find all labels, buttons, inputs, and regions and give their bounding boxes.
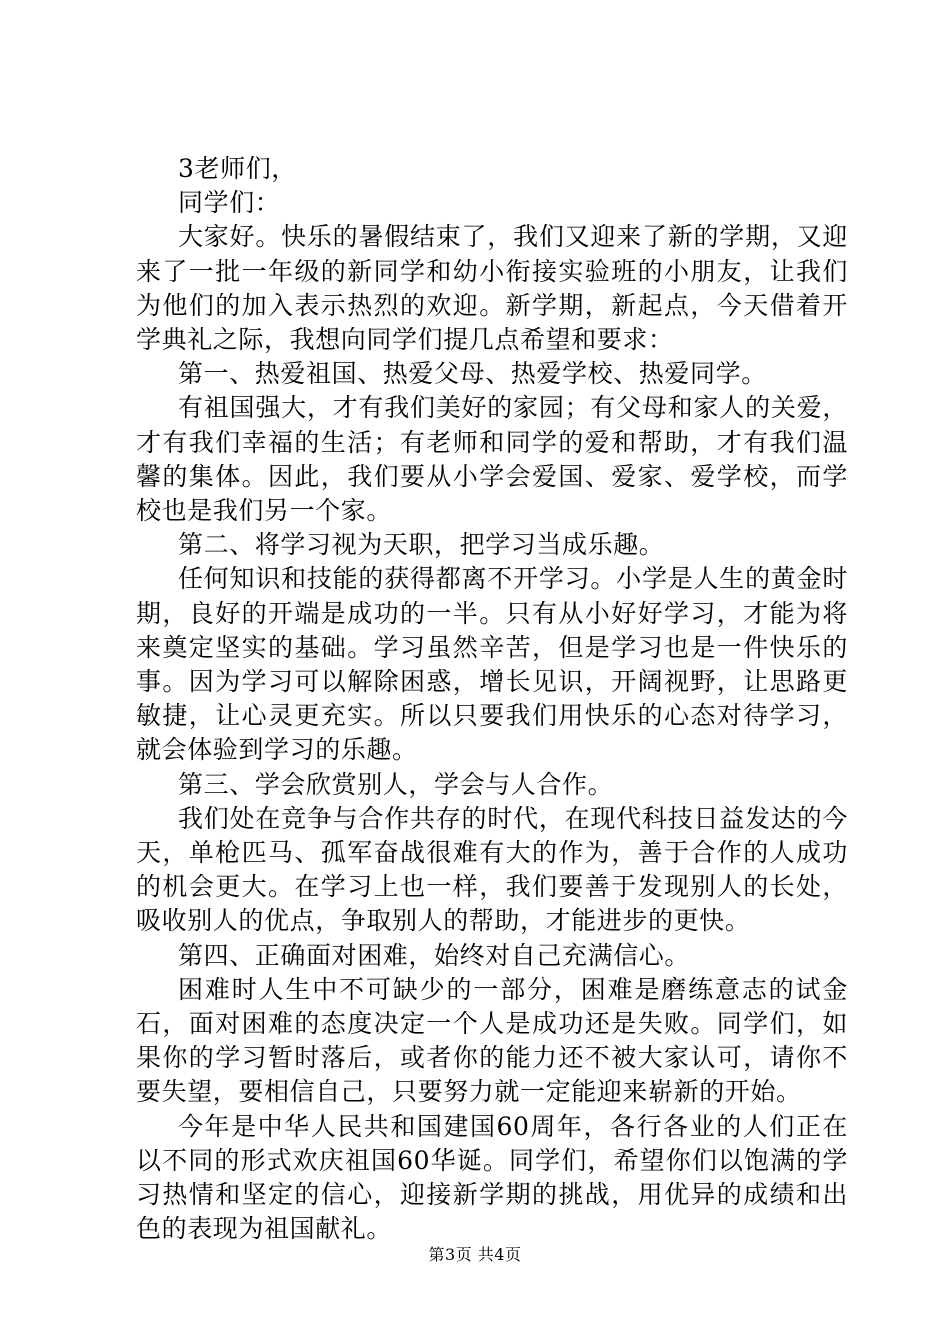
salutation-line-2: 同学们：	[178, 188, 281, 218]
paragraph-point-4: 困难时人生中不可缺少的一部分，困难是磨练意志的试金石，面对困难的态度决定一个人是成功还是失败。同学们，如果你的学习暂时落后，或者你的能力还不被大家认可，请你不要失望，要相信自己，只要努力就一定能迎来崭新的开始。	[136, 974, 848, 1107]
heading-point-4: 第四、正确面对困难，始终对自己充满信心。	[178, 940, 691, 970]
paragraph-closing: 今年是中华人民共和国建国60周年，各行各业的人们正在以不同的形式欢庆祖国60华诞。同学们，希望你们以饱满的学习热情和坚定的信心，迎接新学期的挑战，用优异的成绩和出色的表现为祖国献礼。	[136, 1111, 848, 1244]
heading-point-2: 第二、将学习视为天职，把学习当成乐趣。	[178, 530, 665, 560]
heading-point-1: 第一、热爱祖国、热爱父母、热爱学校、热爱同学。	[178, 359, 767, 389]
page-number-label: 第3页 共4页	[428, 1245, 522, 1264]
paragraph-intro: 大家好。快乐的暑假结束了，我们又迎来了新的学期，又迎来了一批一年级的新同学和幼小衔接实验班的小朋友，让我们为他们的加入表示热烈的欢迎。新学期，新起点，今天借着开学典礼之际，我想向同学们提几点希望和要求：	[136, 222, 848, 355]
paragraph-point-2: 任何知识和技能的获得都离不开学习。小学是人生的黄金时期，良好的开端是成功的一半。只有从小好好学习，才能为将来奠定坚实的基础。学习虽然辛苦，但是学习也是一件快乐的事。因为学习可以解除困惑，增长见识，开阔视野，让思路更敏捷，让心灵更充实。所以只要我们用快乐的心态对待学习，就会体验到学习的乐趣。	[136, 564, 848, 765]
document-body	[136, 152, 848, 1247]
paragraph-point-3: 我们处在竞争与合作共存的时代，在现代科技日益发达的今天，单枪匹马、孤军奋战很难有大的作为，善于合作的人成功的机会更大。在学习上也一样，我们要善于发现别人的长处，吸收别人的优点，争取别人的帮助，才能进步的更快。	[136, 803, 848, 936]
heading-point-3: 第三、学会欣赏别人，学会与人合作。	[178, 769, 614, 799]
page-footer	[0, 1245, 950, 1265]
paragraph-point-1: 有祖国强大，才有我们美好的家园；有父母和家人的关爱，才有我们幸福的生活；有老师和同学的爱和帮助，才有我们温馨的集体。因此，我们要从小学会爱国、爱家、爱学校，而学校也是我们另一个家。	[136, 393, 848, 526]
salutation-line-1: 3老师们，	[178, 154, 297, 183]
